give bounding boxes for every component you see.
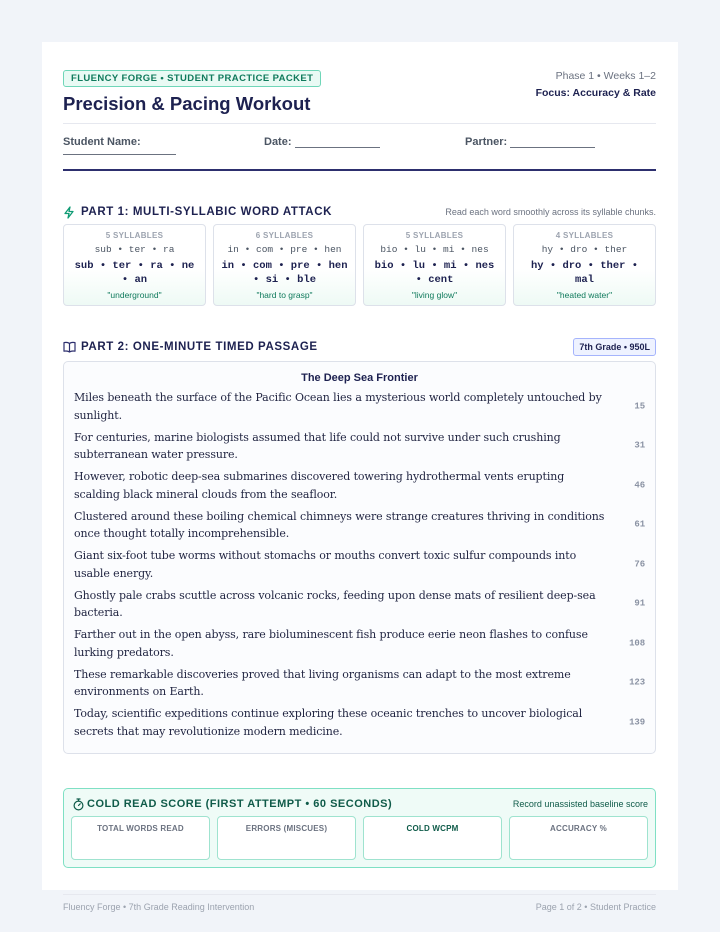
worksheet-content	[63, 68, 656, 912]
total-words-box[interactable]: TOTAL WORDS READ	[71, 816, 210, 860]
cumulative-word-count: 91	[634, 598, 645, 609]
passage-line	[74, 626, 645, 661]
full-word: sub • ter • ra • ne • an	[74, 260, 195, 286]
page-title: Precision & Pacing Workout	[63, 93, 311, 114]
focus-label: Focus: Accuracy & Rate	[535, 87, 656, 99]
part2-header	[63, 340, 656, 356]
timed-passage	[63, 361, 656, 754]
word-card	[213, 224, 356, 306]
cumulative-word-count: 108	[629, 637, 645, 648]
passage-line	[74, 666, 645, 701]
phase-label: Phase 1 • Weeks 1–2	[555, 70, 656, 82]
syllable-chunks: bio • lu • mi • nes	[380, 244, 489, 255]
partner-label: Partner:	[465, 136, 508, 148]
date-label: Date:	[264, 136, 292, 148]
word-gloss: "living glow"	[411, 290, 458, 300]
line-text: Clustered around these boiling chemical chimneys were strange creatures thriving in conditions once thought totally incomprehensible.	[74, 509, 605, 540]
line-text: Ghostly pale crabs scuttle across volcanic rocks, feeding upon dense mats of resilient deep-sea bacteria.	[74, 588, 596, 619]
cumulative-word-count: 76	[634, 558, 645, 569]
passage-line	[74, 547, 645, 582]
syllable-count: 5 SYLLABLES	[105, 231, 164, 240]
syllable-count: 4 SYLLABLES	[555, 231, 614, 240]
page-footer	[63, 894, 656, 912]
accuracy-box[interactable]: ACCURACY %	[509, 816, 648, 860]
passage-line	[74, 508, 645, 543]
word-card	[63, 224, 206, 306]
header	[63, 68, 656, 115]
line-text: These remarkable discoveries proved that living organisms can adapt to the most extreme environments on Earth.	[74, 667, 571, 698]
score-title: COLD READ SCORE (FIRST ATTEMPT • 60 SECONDS)	[87, 797, 393, 810]
date-field[interactable]	[264, 136, 380, 148]
open-book-icon	[63, 341, 76, 353]
packet-badge: FLUENCY FORGE • STUDENT PRACTICE PACKET	[63, 70, 321, 87]
full-word: bio • lu • mi • nes • cent	[374, 260, 495, 286]
word-cards	[63, 224, 656, 306]
passage-line	[74, 587, 645, 622]
errors-box[interactable]: ERRORS (MISCUES)	[217, 816, 356, 860]
syllable-chunks: hy • dro • ther	[541, 244, 628, 255]
passage-line	[74, 705, 645, 740]
score-note: Record unassisted baseline score	[512, 798, 648, 809]
score-header	[71, 797, 648, 815]
line-text: However, robotic deep-sea submarines discovered towering hydrothermal vents erupting scalding black mineral clouds from the seafloor.	[74, 470, 565, 501]
footer-page-info: Page 1 of 2 • Student Practice	[535, 901, 656, 912]
part1-instructions: Read each word smoothly across its syllable chunks.	[445, 207, 656, 217]
word-gloss: "hard to grasp"	[256, 290, 313, 300]
word-gloss: "heated water"	[556, 290, 613, 300]
cumulative-word-count: 15	[634, 400, 645, 411]
stopwatch-icon	[73, 798, 84, 811]
word-card	[513, 224, 656, 306]
student-fields	[63, 129, 656, 169]
score-boxes	[71, 816, 648, 860]
footer-left: Fluency Forge • 7th Grade Reading Intervention	[63, 901, 255, 912]
full-word: in • com • pre • hen • si • ble	[221, 260, 348, 286]
cumulative-word-count: 139	[629, 716, 645, 727]
word-gloss: "underground"	[107, 290, 162, 300]
partner-field[interactable]	[465, 136, 595, 148]
lightning-icon	[63, 206, 75, 219]
part1-header	[63, 205, 656, 221]
passage-title: The Deep Sea Frontier	[301, 372, 418, 384]
passage-line	[74, 468, 645, 503]
line-text: Giant six-foot tube worms without stomachs or mouths convert toxic sulfur compounds into usable energy.	[74, 549, 577, 580]
cumulative-word-count: 123	[629, 677, 645, 688]
cumulative-word-count: 61	[634, 519, 645, 530]
date-line[interactable]	[295, 136, 380, 148]
partner-line[interactable]	[510, 136, 595, 148]
cold-wcpm-box[interactable]: COLD WCPM	[363, 816, 502, 860]
syllable-count: 6 SYLLABLES	[255, 231, 314, 240]
line-text: Farther out in the open abyss, rare bioluminescent fish produce eerie neon flashes to confuse lurking predators.	[74, 628, 588, 659]
cumulative-word-count: 31	[634, 440, 645, 451]
line-text: Miles beneath the surface of the Pacific Ocean lies a mysterious world completely untouched by sunlight.	[74, 391, 602, 422]
word-card	[363, 224, 506, 306]
syllable-chunks: in • com • pre • hen	[227, 244, 342, 255]
header-meta	[536, 70, 656, 99]
cold-read-score-panel	[63, 788, 656, 868]
header-divider	[63, 123, 656, 124]
line-text: For centuries, marine biologists assumed that life could not survive under such crushing subterranean water pressure.	[74, 430, 561, 461]
syllable-count: 5 SYLLABLES	[405, 231, 464, 240]
part1-title: PART 1: MULTI-SYLLABIC WORD ATTACK	[81, 206, 333, 218]
worksheet-page	[42, 42, 678, 912]
student-name-label: Student Name:	[63, 136, 141, 148]
line-text: Today, scientific expeditions continue exploring these oceanic trenches to uncover biological secrets that may revolutionize modern medicine.	[74, 707, 583, 738]
part2-title: PART 2: ONE-MINUTE TIMED PASSAGE	[81, 341, 318, 353]
passage-line	[74, 429, 645, 464]
syllable-chunks: sub • ter • ra	[94, 244, 175, 255]
full-word: hy • dro • ther • mal	[530, 260, 639, 286]
cumulative-word-count: 46	[634, 479, 645, 490]
reading-level-badge: 7th Grade • 950L	[573, 338, 656, 356]
student-name-field[interactable]	[63, 136, 176, 155]
passage-line	[74, 389, 645, 424]
student-name-line[interactable]	[63, 154, 176, 155]
